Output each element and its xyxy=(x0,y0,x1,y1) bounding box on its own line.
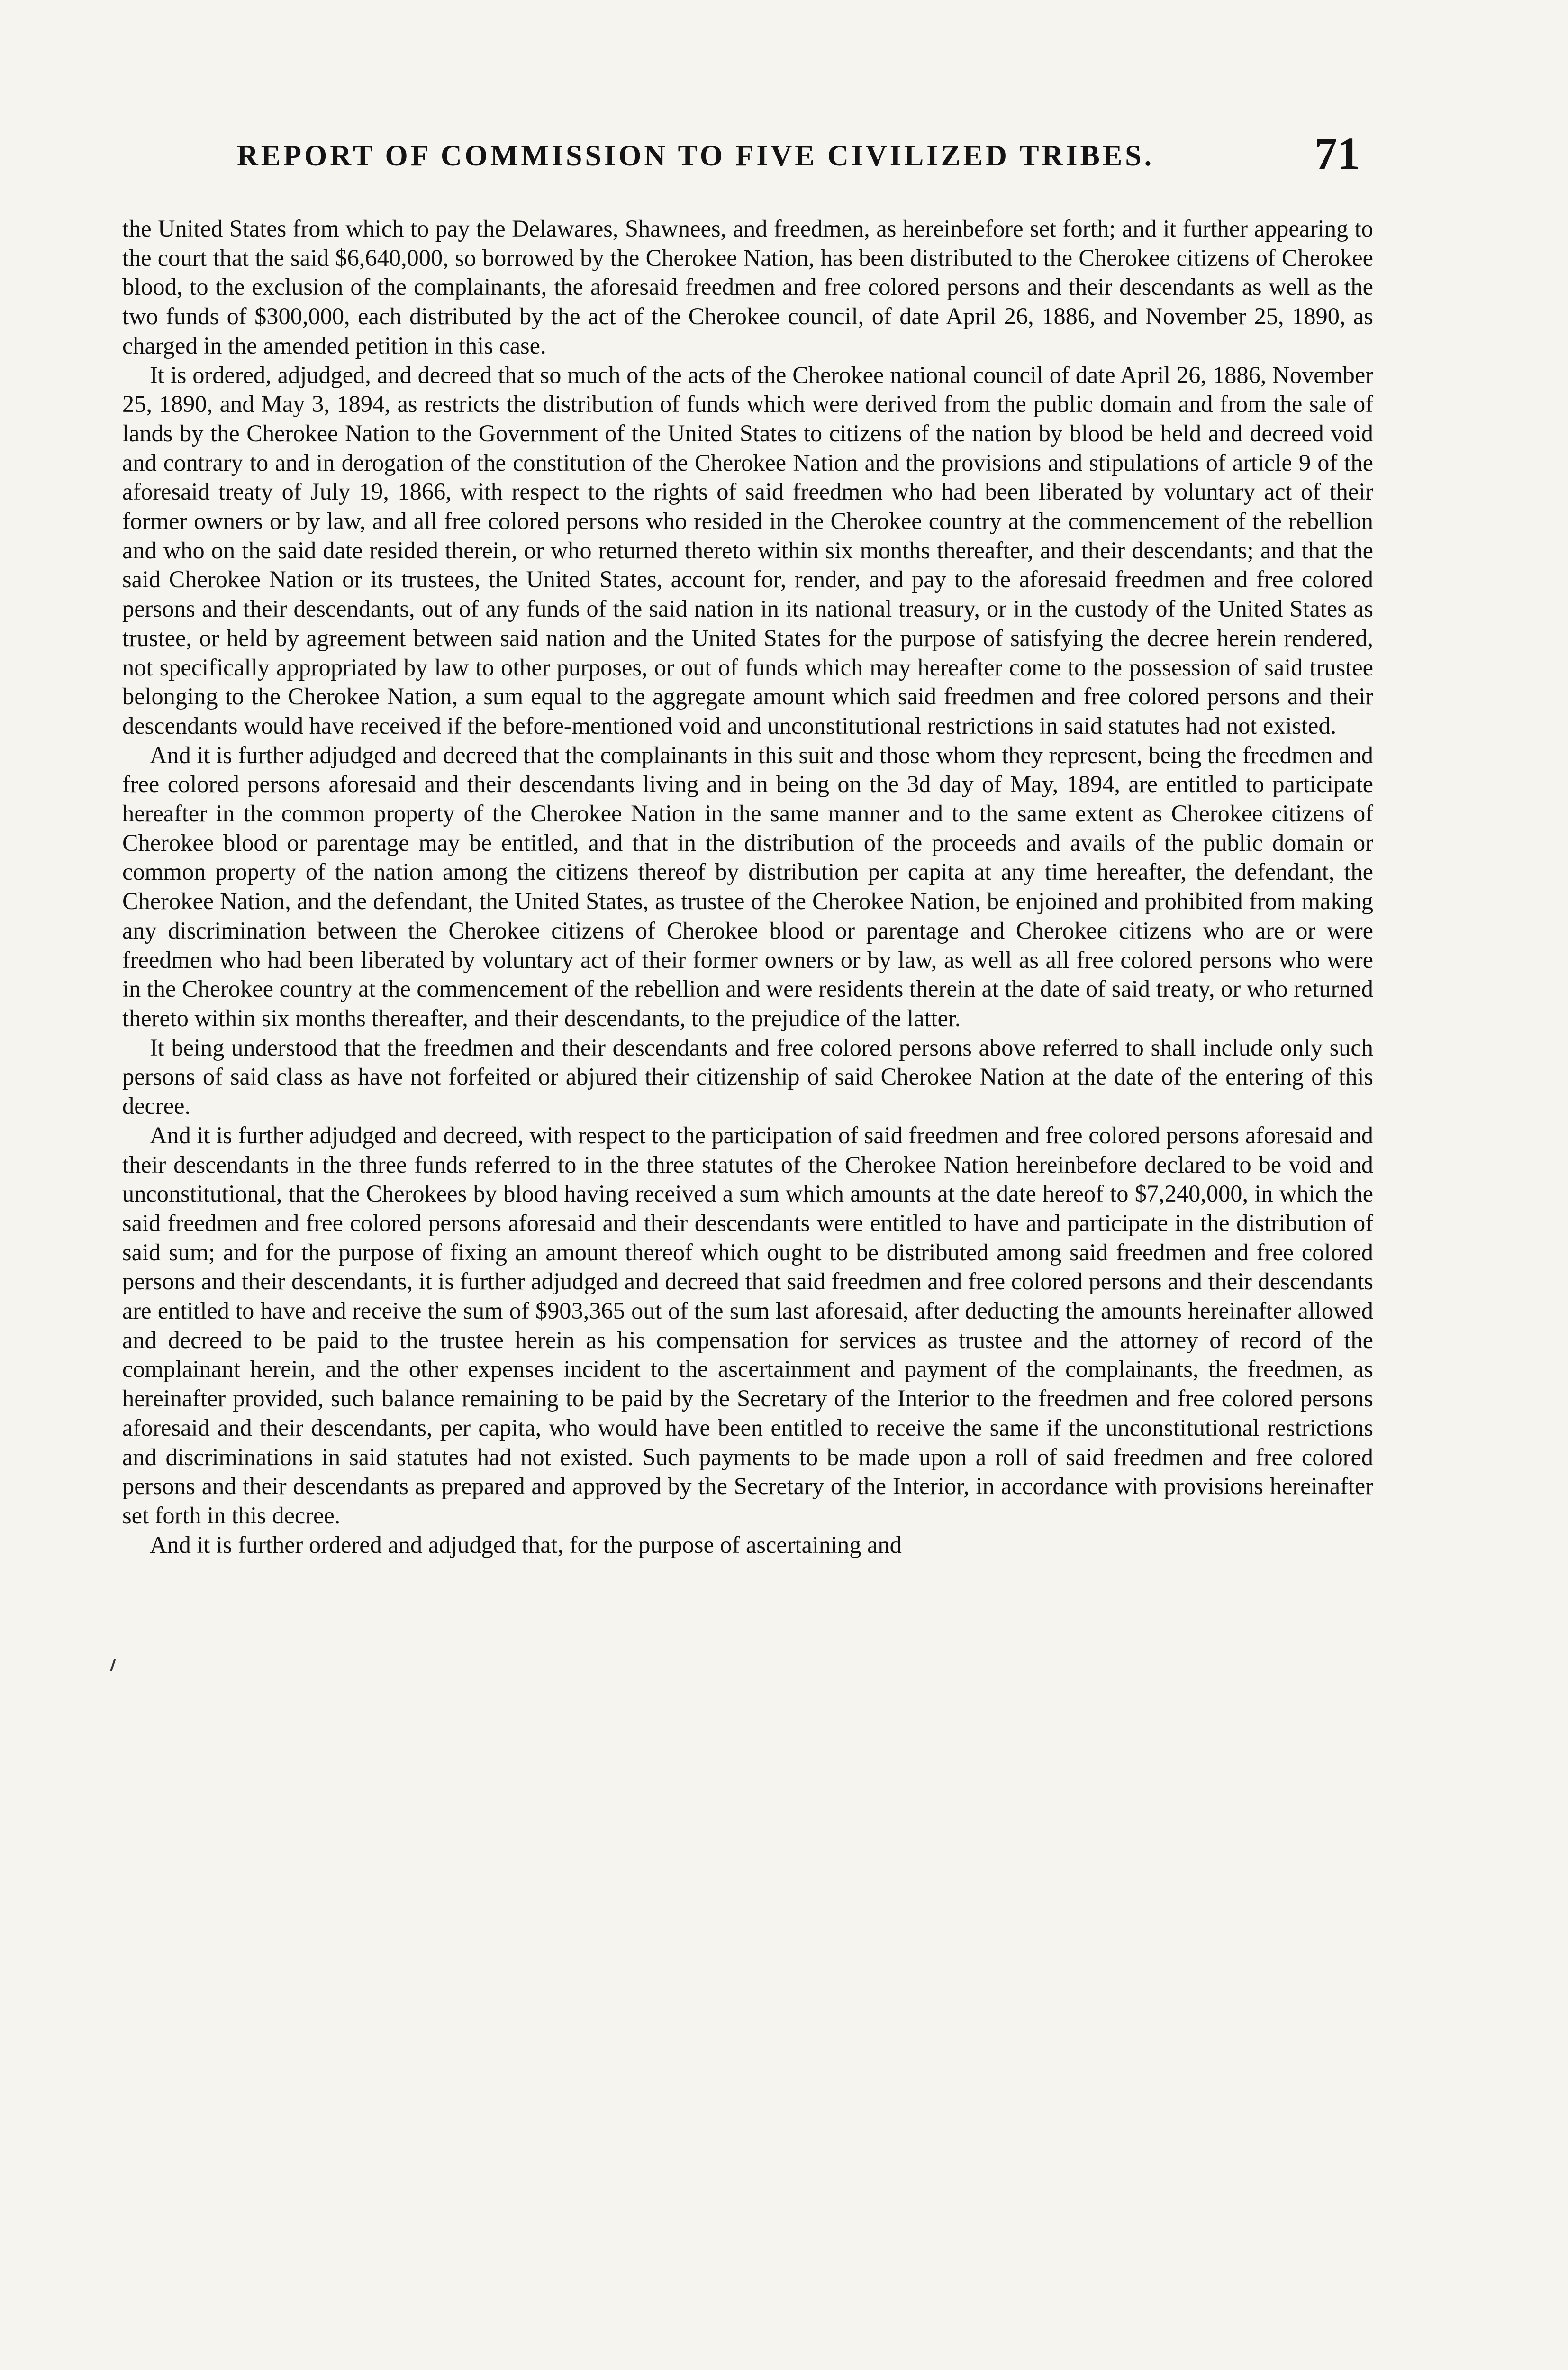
running-head: REPORT OF COMMISSION TO FIVE CIVILIZED TRIBES. xyxy=(237,140,1155,172)
paragraph-final-fragment: And it is further ordered and adjudged that, for the purpose of ascertaining and xyxy=(150,1531,902,1558)
margin-mark xyxy=(110,1659,121,1673)
page-number: 71 xyxy=(1314,128,1360,179)
paragraph-continuation: the United States from which to pay the Delawares, Shawnees, and freedmen, as hereinbefore set forth; and it further appearing to the court that the said $6,640,000, so borrowed by the Cherokee Nation, has been distributed to the Cherokee citizens of Cherokee blood, to the exclusion of the complainants, the aforesaid freedmen and free colored persons and their descendants as well as the two funds of $300,000, each distributed by the act of the Cherokee council, of date April 26, 1886, and November 25, 1890, as charged in the amended petition in this case. xyxy=(122,215,1373,359)
paragraph-participation-rights: And it is further adjudged and decreed that the complainants in this suit and those whom they represent, being the freedmen and free colored persons aforesaid and their descendants living and in being on the 3d day of May, 1894, are entitled to participate hereafter in the common property of the Cherokee Nation in the same manner and to the same extent as Cherokee citizens of Cherokee blood or parentage may be entitled, and that in the distribution of the proceeds and avails of the public domain or common property of the nation among the citizens thereof by distribution per capita at any time hereafter, the defendant, the Cherokee Nation, and the defendant, the United States, as trustee of the Cherokee Nation, be enjoined and prohibited from making any discrimination between the Cherokee citizens of Cherokee blood or parentage and Cherokee citizens who are or were freedmen who had been liberated by voluntary act of their former owners or by law, as well as all free colored persons who were in the Cherokee country at the commencement of the rebellion and were residents therein at the date of said treaty, or who returned thereto within six months thereafter, and their descendants, to the prejudice of the latter. xyxy=(122,741,1373,1031)
paragraph-fund-distribution: And it is further adjudged and decreed, with respect to the participation of said freedmen and free colored persons aforesaid and their descendants in the three funds referred to in the three statutes of the Cherokee Nation hereinbefore declared to be void and unconstitutional, that the Cherokees by blood having received a sum which amounts at the date hereof to $7,240,000, in which the said freedmen and free colored persons aforesaid and their descendants were entitled to have and participate in the distribution of said sum; and for the purpose of fixing an amount thereof which ought to be distributed among said freedmen and free colored persons and their descendants, it is further adjudged and decreed that said freedmen and free colored persons and their descendants are entitled to have and receive the sum of $903,365 out of the sum last aforesaid, after deducting the amounts hereinafter allowed and decreed to be paid to the trustee herein as his compensation for services as trustee and the attorney of record of the complainant herein, and the other expenses incident to the ascertainment and payment of the complainants, the freedmen, as hereinafter provided, such balance remaining to be paid by the Secretary of the Interior to the freedmen and free colored persons aforesaid and their descendants, per capita, who would have been entitled to receive the same if the unconstitutional restrictions and discriminations in said statutes had not existed. Such payments to be made upon a roll of said freedmen and free colored persons and their descendants as prepared and approved by the Secretary of the Interior, in accordance with provisions hereinafter set forth in this decree. xyxy=(122,1121,1373,1529)
paragraph-understanding: It being understood that the freedmen and their descendants and free colored persons above referred to shall include only such persons of said class as have not forfeited or abjured their citizenship of said Cherokee Nation at the date of the entering of this decree. xyxy=(122,1034,1373,1120)
page-header xyxy=(123,127,1369,179)
paragraph-decree-void-acts: It is ordered, adjudged, and decreed that so much of the acts of the Cherokee national council of date April 26, 1886, November 25, 1890, and May 3, 1894, as restricts the distribution of funds which were derived from the public domain and from the sale of lands by the Cherokee Nation to the Government of the United States to citizens of the nation by blood be held and decreed void and contrary to and in derogation of the constitution of the Cherokee Nation and the provisions and stipulations of article 9 of the aforesaid treaty of July 19, 1866, with respect to the rights of said freedmen who had been liberated by voluntary act of their former owners or by law, and all free colored persons who resided in the Cherokee country at the commencement of the rebellion and who on the said date resided therein, or who returned thereto within six months thereafter, and their descendants; and that the said Cherokee Nation or its trustees, the United States, account for, render, and pay to the aforesaid freedmen and free colored persons and their descendants, out of any funds of the said nation in its national treasury, or in the custody of the United States as trustee, or held by agreement between said nation and the United States for the purpose of satisfying the decree herein rendered, not specifically appropriated by law to other purposes, or out of funds which may hereafter come to the possession of said trustee belonging to the Cherokee Nation, a sum equal to the aggregate amount which said freedmen and free colored persons and their descendants would have received if the before-mentioned void and unconstitutional restrictions in said statutes had not existed. xyxy=(122,361,1373,739)
body-text xyxy=(122,214,1373,1559)
